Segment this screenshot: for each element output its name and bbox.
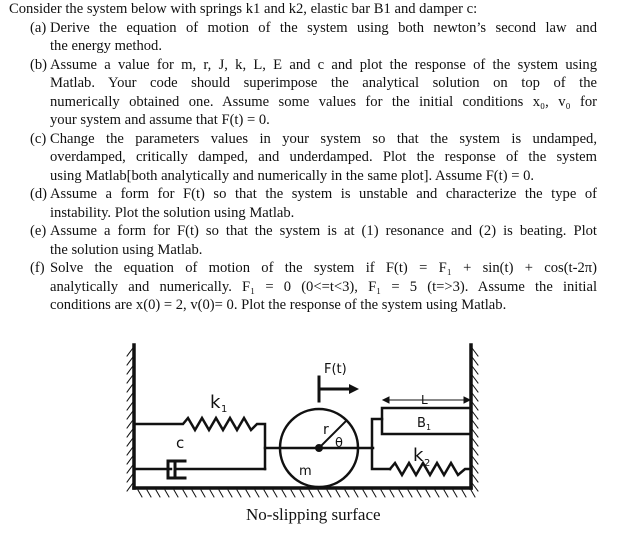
spring-k1	[134, 418, 265, 469]
bar-label: B	[417, 416, 426, 431]
item-text-line: Assume a form for F(t) so that the system is unstable and characterize the type of	[50, 186, 597, 202]
angle-label: θ	[335, 436, 343, 451]
item-text-line: numerically obtained one. Assume some values for the initial conditions x₀, v₀ for	[50, 93, 597, 110]
intro-text: Consider the system below with springs k1 and k2, elastic bar B1 and damper c:	[9, 1, 478, 17]
damper-label: c	[176, 434, 185, 452]
item-label: (d)	[30, 186, 48, 202]
item-text-line: conditions are x(0) = 2, v(0)= 0. Plot the response of the system using Matlab.	[50, 297, 507, 313]
k2-label: k	[413, 445, 424, 466]
radius-label: r	[323, 422, 329, 438]
floor-hatching	[138, 490, 475, 497]
mass-label: m	[299, 464, 312, 479]
item-label: (f)	[30, 260, 45, 276]
item-text-line: Assume a form for F(t) so that the system is at (1) resonance and (2) is beating. Plot	[50, 223, 597, 239]
item-text-line: using Matlab[both analytically and numerically in the same plot]. Assume F(t) = 0.	[50, 167, 535, 184]
length-label: L	[421, 393, 428, 407]
item-text-line: your system and assume that F(t) = 0.	[50, 112, 270, 128]
item-text-line: the solution using Matlab.	[50, 241, 203, 258]
left-wall-hatching	[127, 348, 133, 491]
damper-c	[134, 461, 265, 478]
k2-subscript: 2	[424, 458, 431, 469]
item-text-line: instability. Plot the solution using Matlab.	[50, 204, 295, 221]
item-text-line: Derive the equation of motion of the system using both newton’s second law and	[50, 19, 597, 36]
k1-label: k	[210, 392, 221, 413]
surface-caption: No-slipping surface	[246, 505, 381, 524]
force-label: F(t)	[324, 362, 347, 377]
item-text-line: Assume a value for m, r, J, k, L, E and c and plot the response of the system using	[50, 56, 597, 73]
bar-subscript: 1	[426, 423, 432, 432]
item-label: (c)	[30, 130, 47, 147]
item-text-line: Solve the equation of motion of the system if F(t) = F₁ + sin(t) + cos(t-2π)	[50, 260, 597, 276]
item-text-line: Change the parameters values in your system so that the system is undamped,	[50, 130, 597, 147]
k1-subscript: 1	[221, 404, 228, 415]
item-text-line: analytically and numerically. F₁ = 0 (0<=t<3), F₁ = 5 (t=>3). Assume the initial	[50, 278, 597, 295]
right-wall-hatching	[472, 348, 478, 491]
spring-k2	[390, 463, 471, 475]
item-text-line: overdamped, critically damped, and underdamped. Plot the response of the system	[50, 149, 597, 165]
item-label: (b)	[30, 56, 48, 73]
item-label: (a)	[30, 19, 47, 36]
item-text-line: Matlab. Your code should superimpose the analytical solution on top of the	[50, 75, 597, 91]
item-label: (e)	[30, 223, 47, 239]
item-text-line: the energy method.	[50, 38, 162, 54]
